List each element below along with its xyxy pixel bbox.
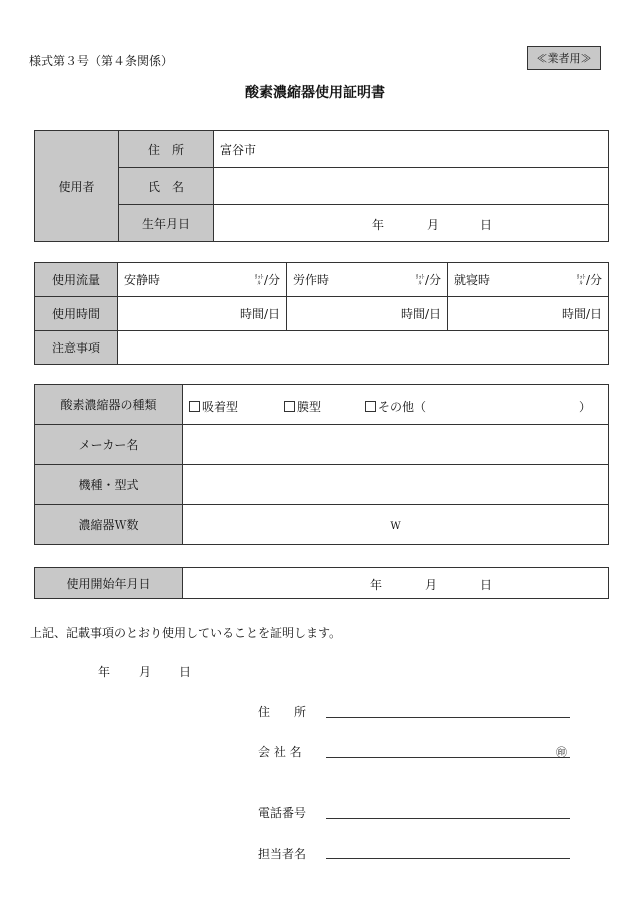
device-table — [34, 384, 609, 545]
time-sleep-field[interactable] — [448, 297, 609, 331]
person-in-charge-line[interactable] — [326, 858, 570, 859]
phone-label: 電話番号 — [258, 806, 307, 820]
birth-day-label: 日 — [480, 218, 493, 232]
type-other-close: ） — [579, 400, 592, 414]
sign-day-label: 日 — [179, 665, 192, 679]
address-label: 住 所 — [119, 131, 214, 168]
wattage-label: 濃縮器Ｗ数 — [35, 505, 183, 545]
phone-line[interactable] — [326, 818, 570, 819]
start-date-table — [34, 567, 609, 599]
start-year-label: 年 — [370, 578, 383, 592]
usage-badge: ≪業者用≫ — [527, 46, 601, 70]
model-field[interactable] — [183, 465, 609, 505]
flow-rest-field[interactable] — [118, 263, 287, 297]
seal-mark: ㊞ — [556, 746, 567, 759]
flow-rest-label: 安静時 — [124, 273, 161, 287]
checkbox[interactable] — [189, 401, 200, 412]
watt-unit: W — [390, 520, 401, 532]
user-table — [34, 130, 609, 242]
start-date-field[interactable] — [183, 568, 609, 599]
name-label: 氏 名 — [119, 168, 214, 205]
sign-year-label: 年 — [98, 665, 111, 679]
per-minute-unit: /分 — [424, 273, 441, 287]
user-label: 使用者 — [35, 131, 119, 242]
hours-per-day-unit: 時間/日 — [400, 307, 441, 321]
flow-exertion-field[interactable] — [287, 263, 448, 297]
company-name-line[interactable] — [326, 757, 570, 758]
type-adsorption-option[interactable]: 吸着型 — [189, 398, 238, 415]
time-exertion-field[interactable] — [287, 297, 448, 331]
maker-label: メーカー名 — [35, 425, 183, 465]
liter-unit: ﾘｯﾄﾙ — [254, 273, 264, 287]
birth-label: 生年月日 — [119, 205, 214, 242]
hours-per-day-unit: 時間/日 — [561, 307, 602, 321]
device-type-label: 酸素濃縮器の種類 — [35, 385, 183, 425]
notes-label: 注意事項 — [35, 331, 118, 365]
flow-sleep-field[interactable] — [448, 263, 609, 297]
type-membrane-option[interactable]: 膜型 — [284, 398, 321, 415]
start-date-label: 使用開始年月日 — [35, 568, 183, 599]
time-rest-field[interactable] — [118, 297, 287, 331]
usage-table — [34, 262, 609, 365]
model-label: 機種・型式 — [35, 465, 183, 505]
wattage-field[interactable] — [183, 505, 609, 545]
maker-field[interactable] — [183, 425, 609, 465]
device-type-field — [183, 385, 609, 425]
birth-month-label: 月 — [427, 218, 440, 232]
company-name-label: 会 社 名 — [258, 745, 302, 759]
notes-field[interactable] — [118, 331, 609, 365]
type-other-option[interactable]: その他（ — [365, 398, 426, 415]
birth-date-field[interactable] — [214, 205, 609, 242]
time-label: 使用時間 — [35, 297, 118, 331]
flow-exertion-label: 労作時 — [293, 273, 330, 287]
start-month-label: 月 — [425, 578, 438, 592]
per-minute-unit: /分 — [585, 273, 602, 287]
flow-label: 使用流量 — [35, 263, 118, 297]
page-title: 酸素濃縮器使用証明書 — [245, 85, 385, 101]
birth-year-label: 年 — [372, 218, 385, 232]
name-field[interactable] — [214, 168, 609, 205]
hours-per-day-unit: 時間/日 — [239, 307, 280, 321]
signer-address-label: 住 所 — [258, 705, 307, 719]
address-field[interactable]: 富谷市 — [214, 131, 609, 168]
sign-month-label: 月 — [139, 665, 152, 679]
start-day-label: 日 — [480, 578, 493, 592]
certification-statement: 上記、記載事項のとおり使用していることを証明します。 — [30, 626, 342, 640]
flow-sleep-label: 就寝時 — [454, 273, 491, 287]
checkbox[interactable] — [365, 401, 376, 412]
checkbox[interactable] — [284, 401, 295, 412]
signer-address-line[interactable] — [326, 717, 570, 718]
liter-unit: ﾘｯﾄﾙ — [576, 273, 586, 287]
per-minute-unit: /分 — [263, 273, 280, 287]
form-number: 様式第３号（第４条関係） — [29, 54, 174, 68]
person-in-charge-label: 担当者名 — [258, 847, 307, 861]
liter-unit: ﾘｯﾄﾙ — [415, 273, 425, 287]
